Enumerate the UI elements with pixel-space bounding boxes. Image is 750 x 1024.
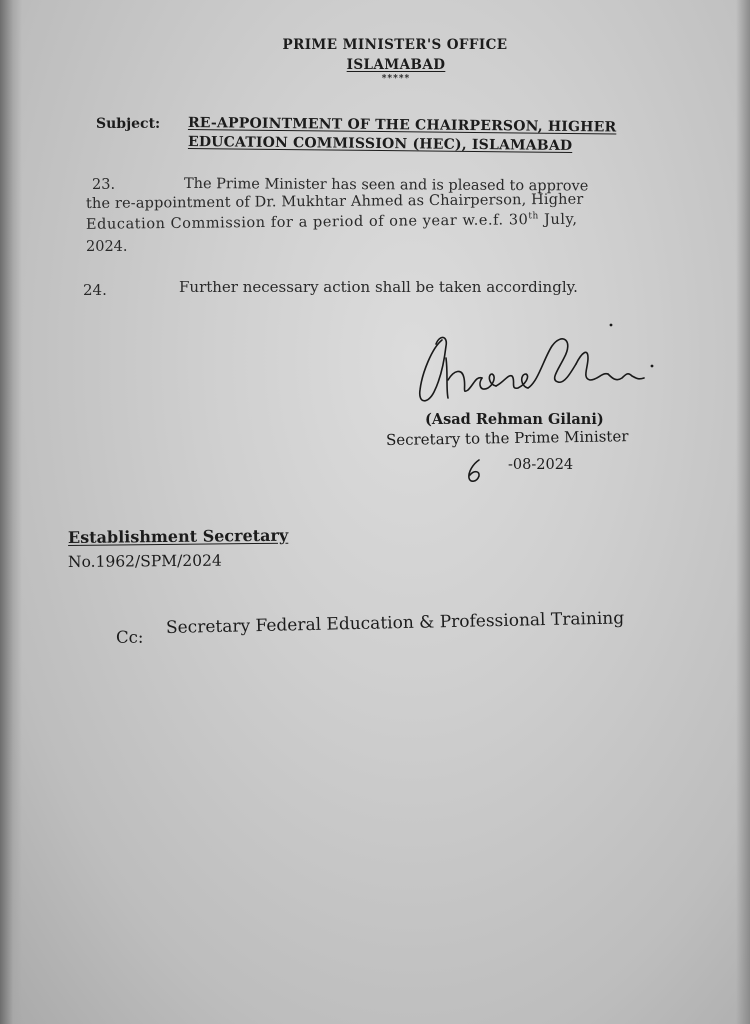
- paragraph-23-line-3-suffix: July,: [538, 211, 578, 229]
- handwritten-day: [465, 458, 487, 484]
- office-heading: PRIME MINISTER'S OFFICE: [282, 37, 508, 53]
- paragraph-23-line-2: the re-appointment of Dr. Mukhtar Ahmed as Chairperson, Higher: [85, 191, 584, 212]
- city-heading-text: ISLAMABAD: [346, 57, 446, 73]
- addressee-title: Establishment Secretary: [67, 525, 289, 547]
- city-heading: [0, 57, 750, 73]
- paragraph-23-line-3-prefix: Education Commission for a period of one year w.e.f. 30: [85, 212, 529, 233]
- signature-date: -08-2024: [508, 457, 574, 473]
- paragraph-23-number: 23.: [92, 177, 116, 193]
- subject-line-2: EDUCATION COMMISSION (HEC), ISLAMABAD: [187, 134, 573, 155]
- reference-number: No.1962/SPM/2024: [67, 551, 222, 571]
- subject-label: Subject:: [96, 116, 161, 132]
- ordinal-suffix: th: [528, 211, 539, 222]
- signatory-title: Secretary to the Prime Minister: [385, 427, 629, 449]
- heading-stars: *****: [381, 74, 411, 84]
- subject-line-1: RE-APPOINTMENT OF THE CHAIRPERSON, HIGHER: [187, 115, 617, 136]
- paragraph-24-number: 24.: [83, 281, 107, 299]
- paragraph-23-line-3: [86, 211, 578, 233]
- cc-recipient: Secretary Federal Education & Professional Training: [165, 608, 625, 638]
- signatory-name: (Asad Rehman Gilani): [425, 411, 604, 428]
- paragraph-24-text: Further necessary action shall be taken accordingly.: [179, 278, 578, 296]
- handwritten-signature: [412, 318, 662, 418]
- paragraph-23-line-1: The Prime Minister has seen and is pleased to approve: [183, 176, 589, 195]
- paragraph-23-line-4: 2024.: [86, 239, 128, 255]
- cc-label: Cc:: [116, 628, 144, 647]
